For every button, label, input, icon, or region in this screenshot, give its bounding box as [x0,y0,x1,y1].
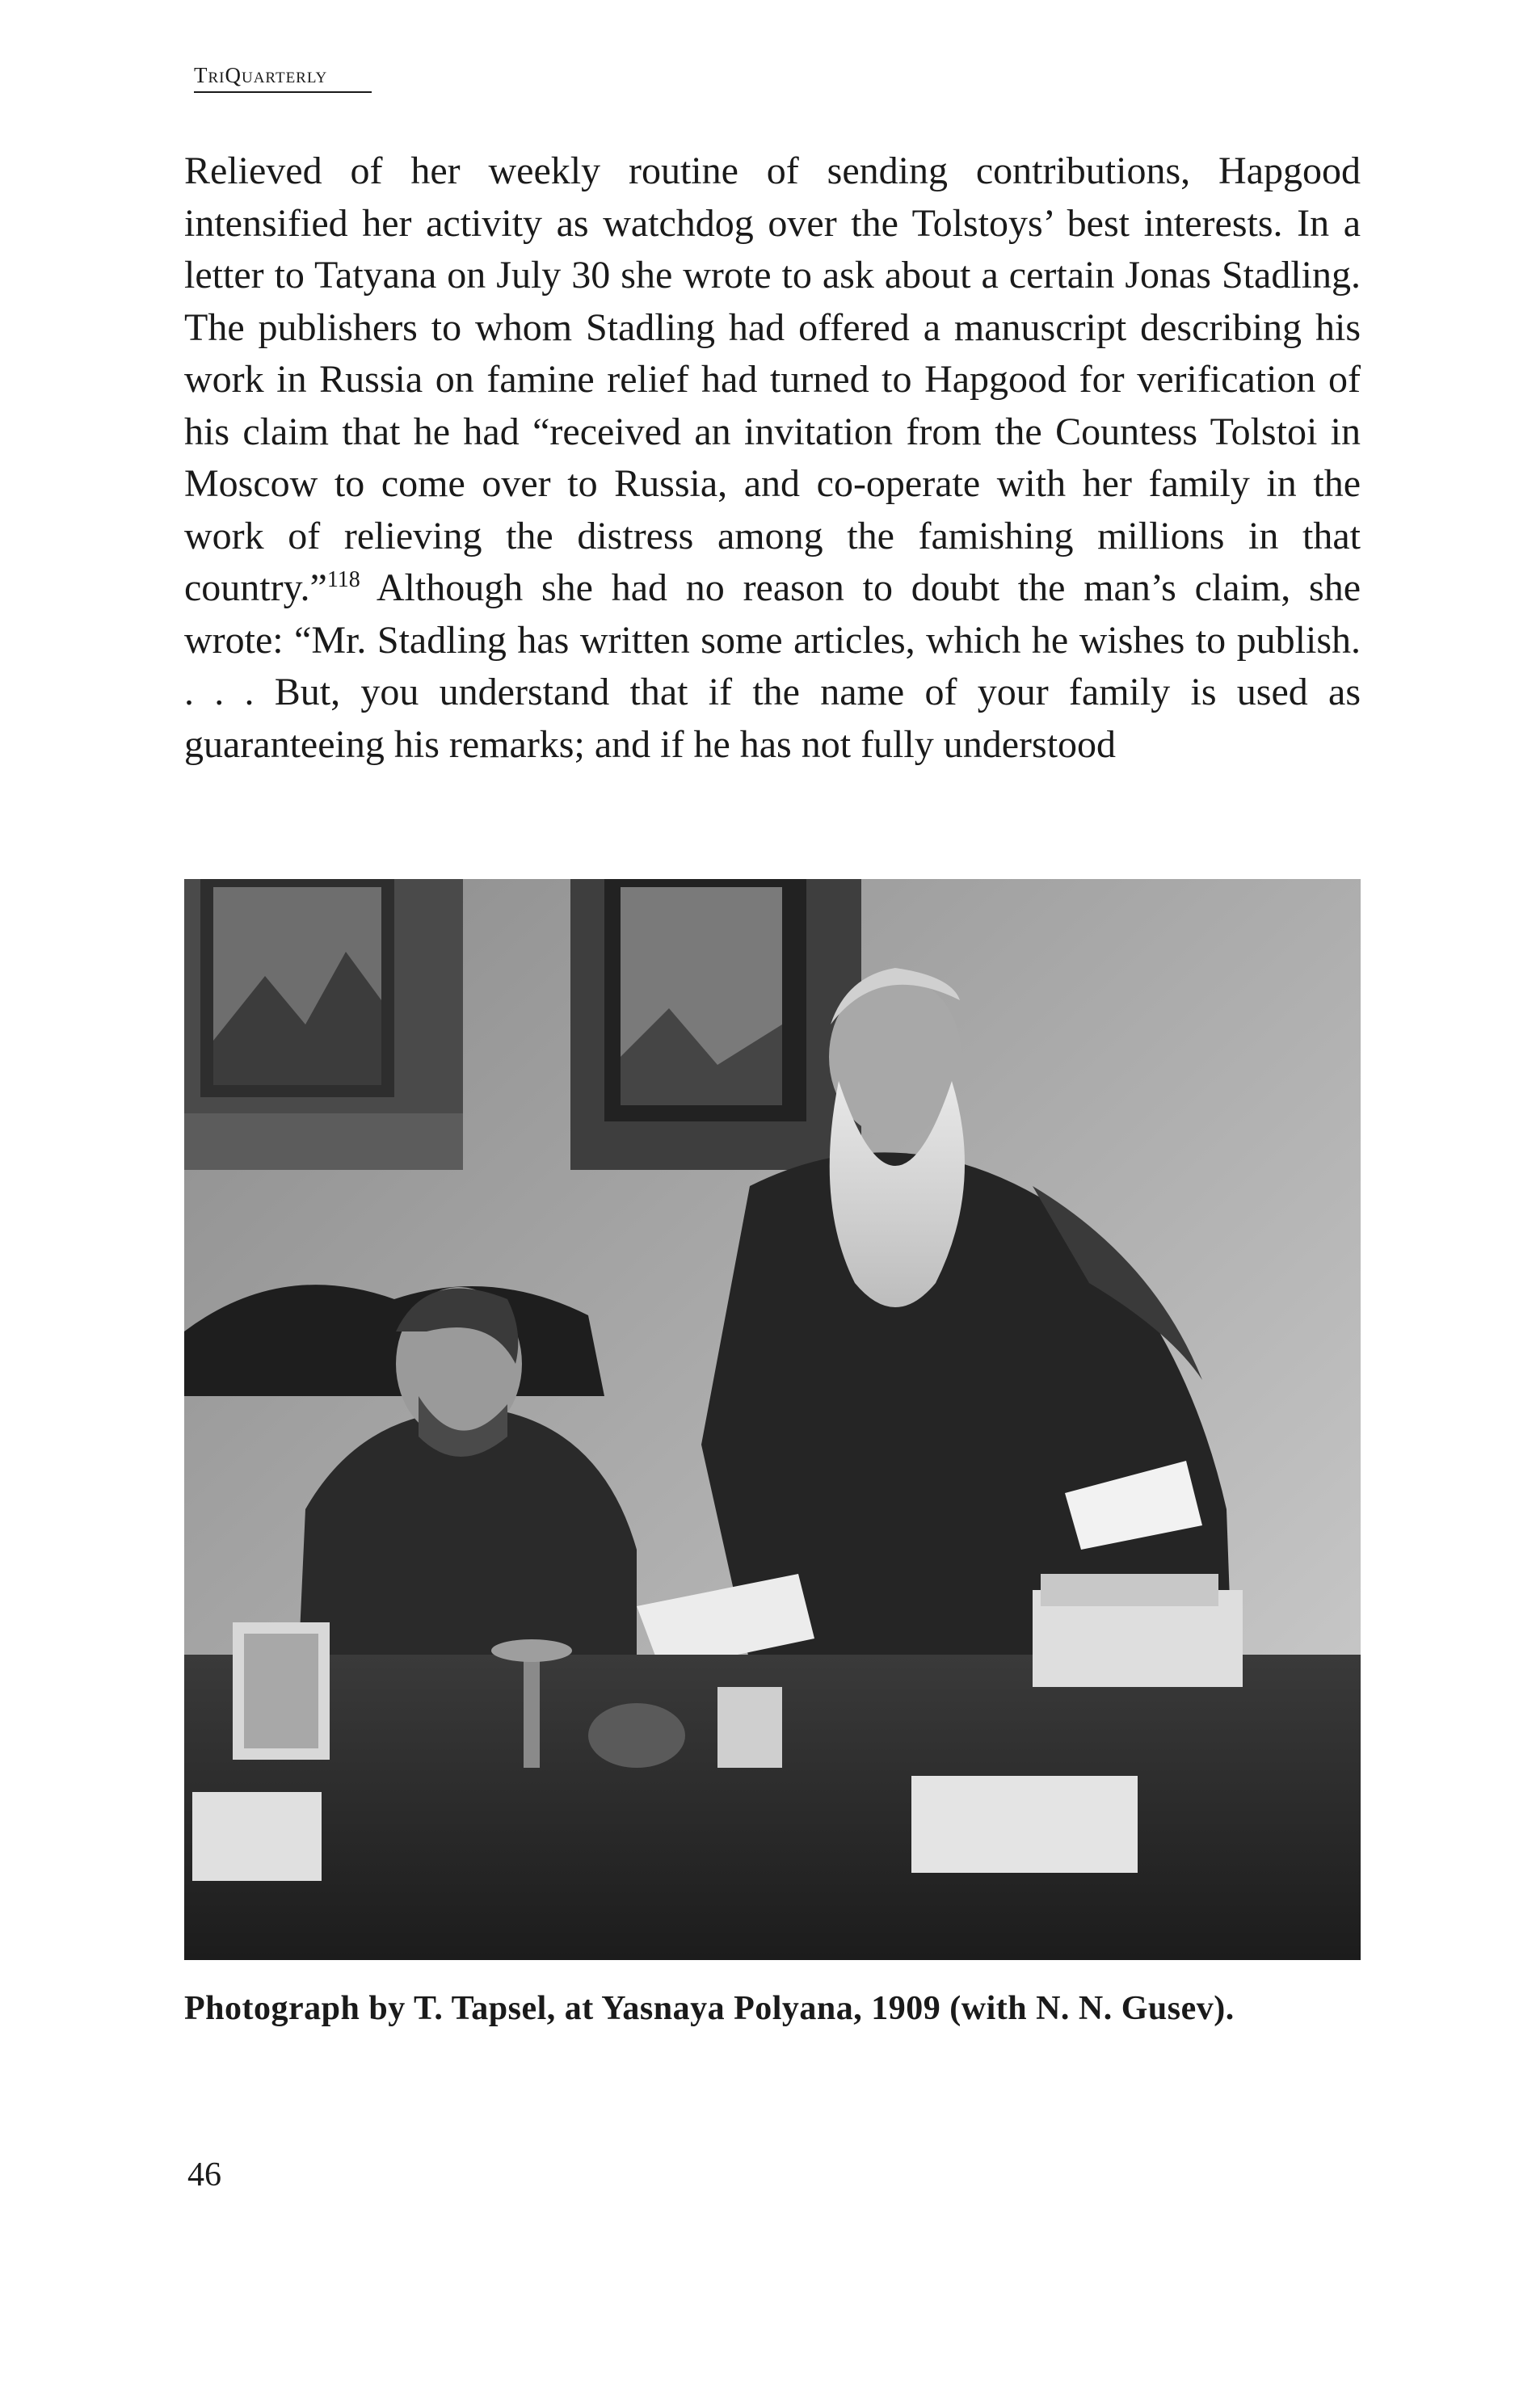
paragraph [184,145,1361,771]
page-number: 46 [187,2156,221,2194]
photograph-illustration [184,879,1361,1960]
footnote-reference: 118 [326,567,360,592]
paragraph-text-part1: Relieved of her weekly routine of sending contributions, Hapgood intensified her activity as watchdog over the Tolstoys’ best interests. In a letter to Tatyana on July 30 she wrote to ask about a certain Jonas Stadling. The publishers to whom Stadling had offered a manuscript describing his work in Russia on famine relief had turned to Hapgood for verification of his claim that he had “received an invitation from the Countess Tolstoi in Moscow to come over to Russia, and co-operate with her family in the work of relieving the distress among the famishing millions in that country.” [184,149,1361,609]
photo-caption: Photograph by T. Tapsel, at Yasnaya Polyana, 1909 (with N. N. Gusev). [184,1990,1235,2027]
running-head: TriQuarterly [194,63,372,93]
body-text [184,145,1361,771]
photograph [184,879,1361,1960]
paragraph-text-part2: Although she had no reason to doubt the man’s claim, she wrote: “Mr. Stadling has written some articles, which he wishes to publish. . . . But, you understand that if the name of your family is used as guaranteeing his remarks; and if he has not fully understood [184,566,1361,766]
